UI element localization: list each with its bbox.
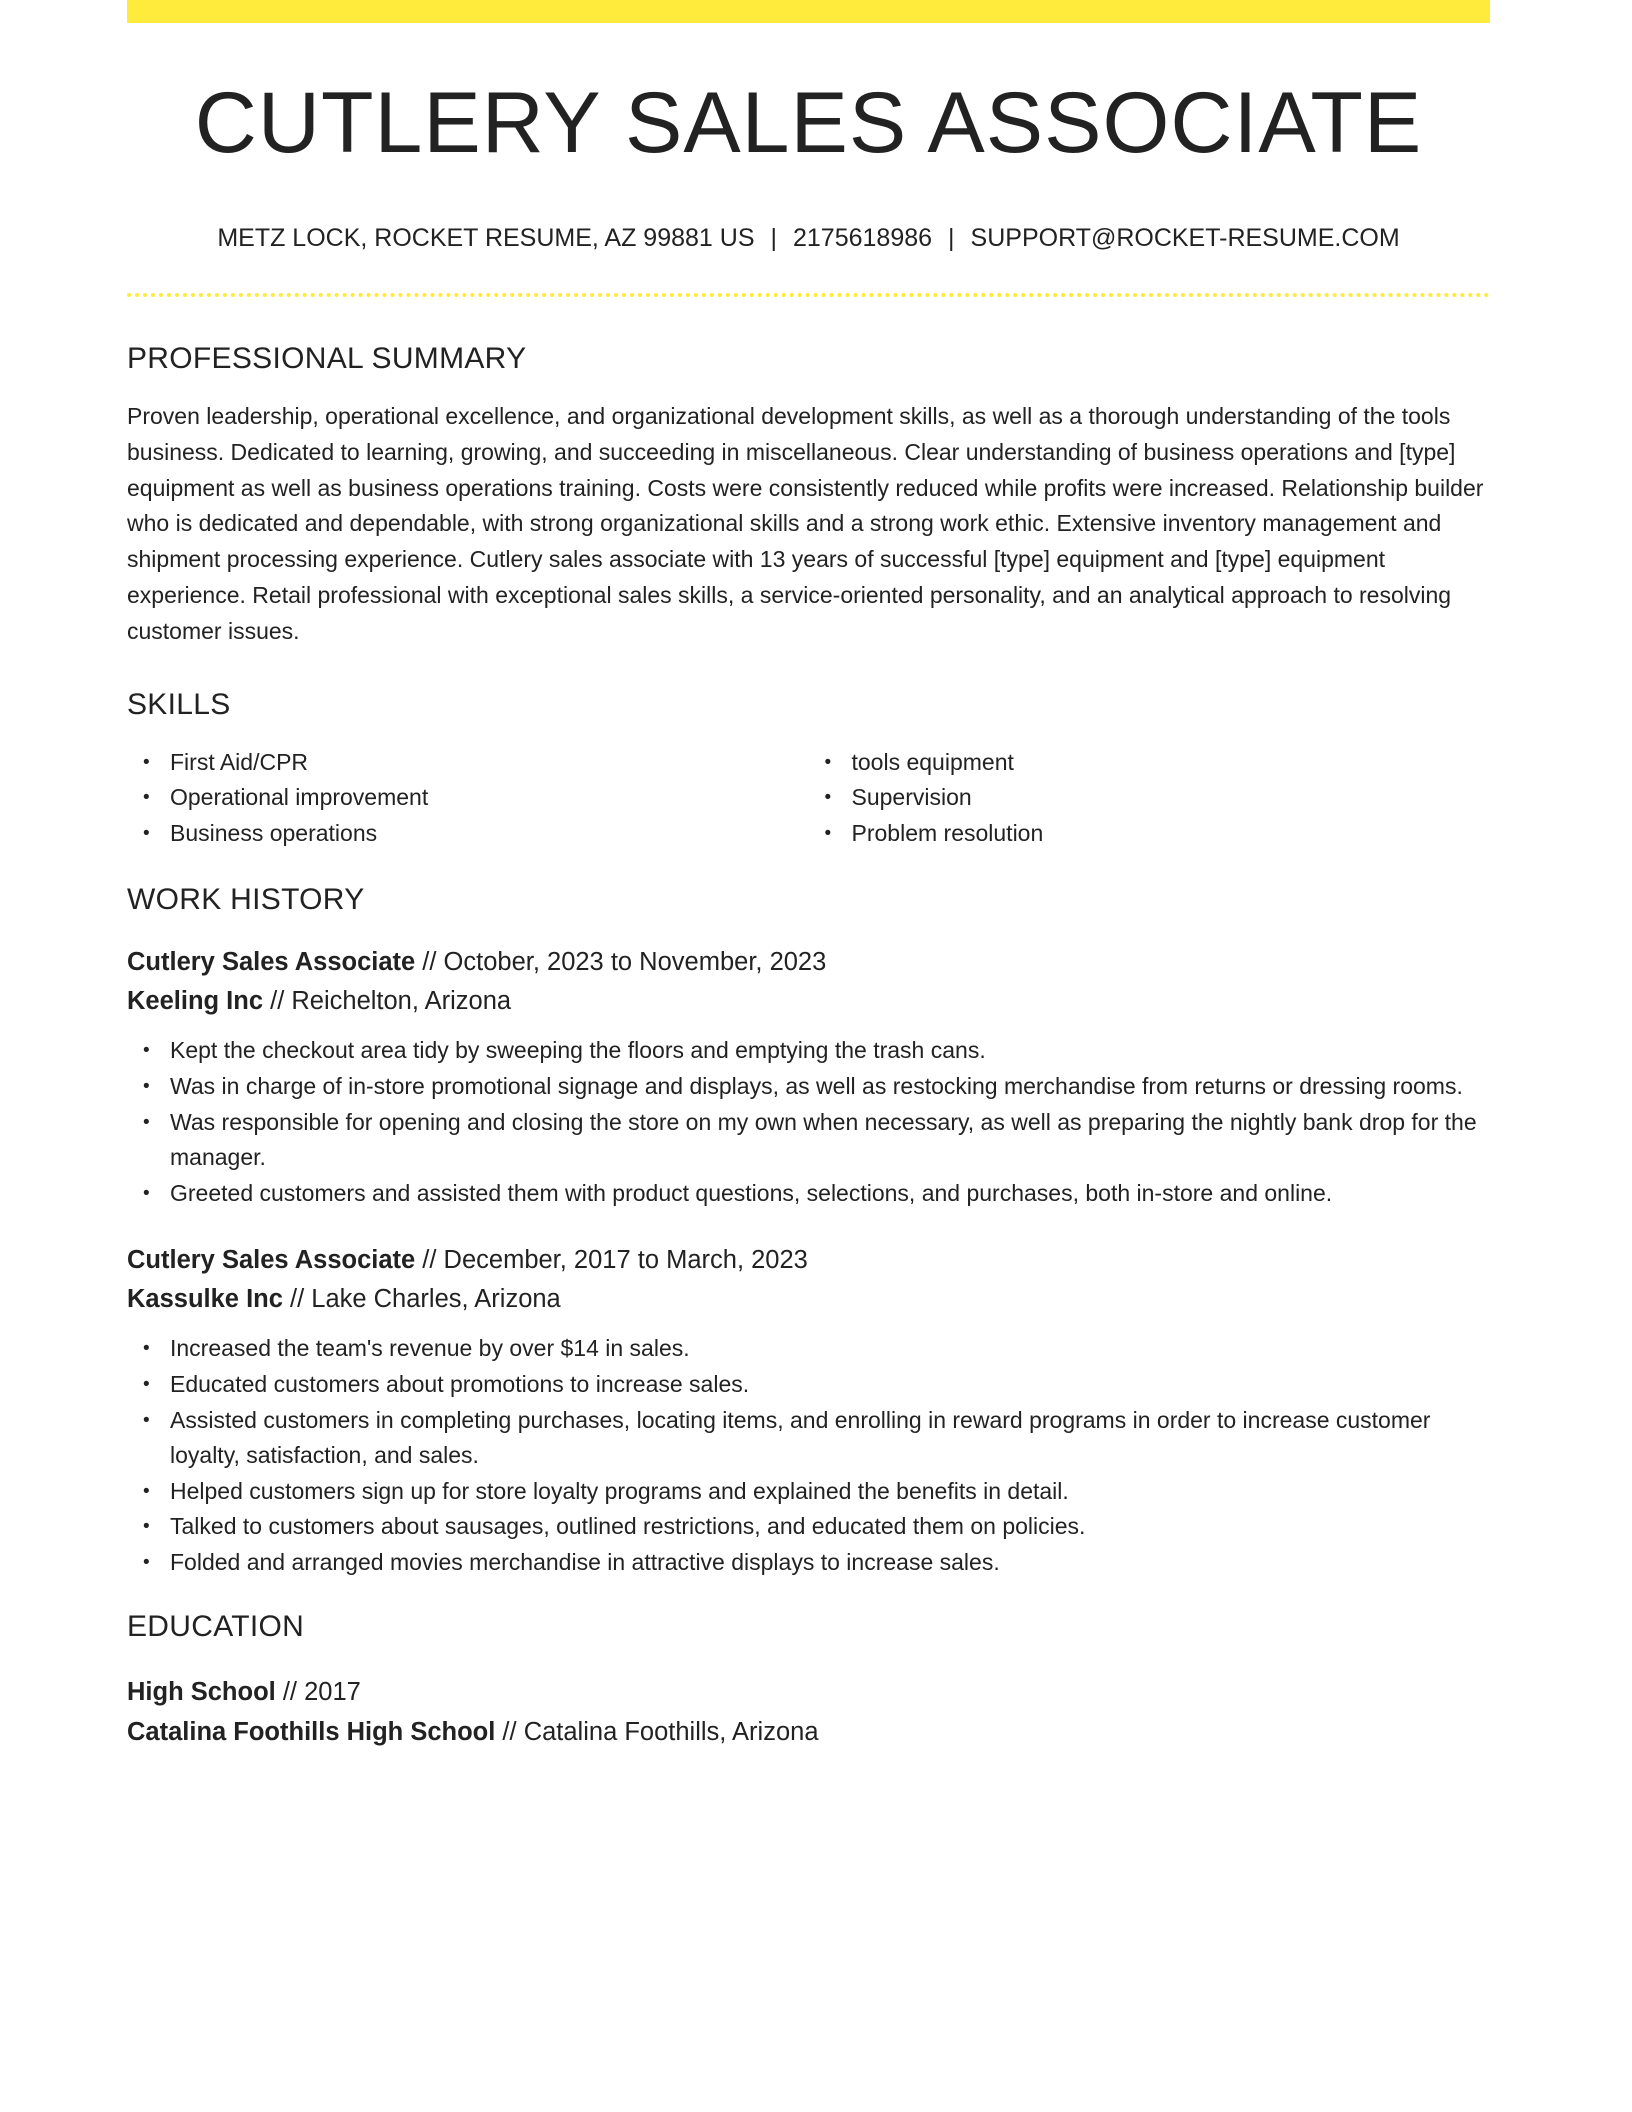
skills-grid [127, 745, 1490, 852]
education-heading: EDUCATION [127, 1610, 305, 1644]
list-item [143, 1176, 1490, 1212]
delimiter: // [415, 1246, 444, 1275]
list-item [143, 1033, 1490, 1069]
bullet-icon: • [143, 751, 150, 773]
summary-heading: PROFESSIONAL SUMMARY [127, 342, 527, 375]
bullet-icon: • [143, 1075, 150, 1097]
bullet-icon: • [143, 1373, 150, 1395]
bullet-icon: • [824, 787, 832, 809]
skills-heading: SKILLS [127, 687, 231, 721]
delimiter: // [282, 1285, 312, 1314]
skill-label: Business operations [170, 819, 378, 846]
resume-page [127, 0, 1490, 1752]
job-dates: October, 2023 to November, 2023 [443, 948, 827, 977]
skill-label: Supervision [851, 784, 972, 811]
job-dates: December, 2017 to March, 2023 [443, 1246, 808, 1275]
list-item [143, 1069, 1490, 1105]
bullet-icon: • [143, 822, 150, 844]
bullet-icon: • [143, 787, 150, 809]
list-item-text: Folded and arranged movies merchandise in attractive displays to increase sales. [170, 1548, 1000, 1575]
delimiter: // [275, 1678, 305, 1707]
job-company: Keeling Inc [127, 987, 264, 1016]
list-item-text: Increased the team's revenue by over $14 in sales. [170, 1335, 690, 1362]
skills-column-left [127, 745, 809, 852]
job-title: Cutlery Sales Associate [127, 948, 416, 977]
education-degree-line [127, 1672, 1490, 1712]
skill-item [824, 780, 1491, 816]
contact-separator: | [948, 224, 955, 252]
bullet-icon: • [143, 1338, 150, 1360]
delimiter: // [263, 987, 292, 1016]
bullet-icon: • [143, 1551, 150, 1573]
bullet-icon: • [143, 1111, 150, 1133]
summary-text: Proven leadership, operational excellence, and organizational development skills, as well as a thorough understanding of the tools business. Dedicated to learning, growing, and succeeding in miscellaneous. Clear understanding of business operations and [type] equipment as well as business operations training. Costs were consistently reduced while profits were increased. Relationship builder who is dedicated and dependable, with strong organizational skills and a strong work ethic. Extensive inventory management and shipment processing experience. Cutlery sales associate with 13 years of successful [type] equipment and [type] equipment experience. Retail professional with exceptional sales skills, a service-oriented personality, and an analytical approach to resolving customer issues. [127, 403, 1484, 644]
job-location: Reichelton, Arizona [291, 987, 512, 1016]
skill-label: tools equipment [851, 748, 1014, 775]
skill-item [143, 816, 809, 852]
list-item-text: Was in charge of in-store promotional signage and displays, as well as restocking merchandise from returns or dressing rooms. [170, 1072, 1463, 1099]
job-company-line [127, 981, 1490, 1021]
bullet-icon: • [143, 1516, 150, 1538]
job-location: Lake Charles, Arizona [311, 1285, 561, 1314]
skill-label: First Aid/CPR [170, 748, 309, 775]
list-item-text: Kept the checkout area tidy by sweeping the floors and emptying the trash cans. [170, 1037, 986, 1064]
job-title: Cutlery Sales Associate [127, 1246, 416, 1275]
dotted-divider [127, 293, 1490, 297]
skill-item [824, 745, 1491, 781]
bullet-icon: • [143, 1040, 150, 1062]
resume-title: CUTLERY SALES ASSOCIATE [194, 75, 1423, 171]
contact-line [127, 224, 1490, 253]
list-item [143, 1403, 1490, 1474]
job-bullet-list [127, 1033, 1490, 1211]
list-item-text: Educated customers about promotions to increase sales. [170, 1370, 750, 1397]
education-year: 2017 [304, 1678, 361, 1707]
work-history-heading: WORK HISTORY [127, 883, 365, 917]
job-title-line [127, 1241, 1490, 1279]
job-company: Kassulke Inc [127, 1285, 283, 1314]
list-item-text: Greeted customers and assisted them with product questions, selections, and purchases, both in-store and online. [170, 1179, 1333, 1206]
job-title-line [127, 943, 1490, 981]
delimiter: // [495, 1718, 524, 1747]
bullet-icon: • [824, 751, 832, 773]
list-item-text: Assisted customers in completing purchases, locating items, and enrolling in reward programs in order to increase customer loyalty, satisfaction, and sales. [170, 1406, 1431, 1469]
delimiter: // [415, 948, 444, 977]
contact-address: METZ LOCK, ROCKET RESUME, AZ 99881 US [217, 224, 755, 252]
bullet-icon: • [143, 1480, 150, 1502]
education-degree: High School [127, 1678, 276, 1707]
list-item-text: Talked to customers about sausages, outlined restrictions, and educated them on policies. [170, 1513, 1086, 1540]
list-item [143, 1509, 1490, 1545]
accent-top-bar [127, 0, 1490, 23]
education-school-line [127, 1712, 1490, 1752]
job-company-line [127, 1279, 1490, 1319]
skill-item [824, 816, 1491, 852]
contact-separator: | [770, 224, 777, 252]
list-item [143, 1474, 1490, 1510]
contact-email: SUPPORT@ROCKET-RESUME.COM [970, 224, 1400, 252]
education-school: Catalina Foothills High School [127, 1718, 496, 1747]
list-item [143, 1367, 1490, 1403]
skill-label: Operational improvement [170, 784, 429, 811]
skills-column-right [809, 745, 1491, 852]
skill-item [143, 745, 809, 781]
skill-label: Problem resolution [851, 819, 1044, 846]
bullet-icon: • [824, 822, 832, 844]
list-item-text: Was responsible for opening and closing the store on my own when necessary, as well as preparing the nightly bank drop for the manager. [170, 1108, 1477, 1171]
education-location: Catalina Foothills, Arizona [523, 1718, 819, 1747]
contact-phone: 2175618986 [793, 224, 933, 252]
list-item [143, 1105, 1490, 1176]
bullet-icon: • [143, 1182, 150, 1204]
skill-item [143, 780, 809, 816]
bullet-icon: • [143, 1409, 150, 1431]
list-item [143, 1331, 1490, 1367]
job-bullet-list [127, 1331, 1490, 1580]
list-item-text: Helped customers sign up for store loyalty programs and explained the benefits in detail. [170, 1477, 1069, 1504]
list-item [143, 1545, 1490, 1581]
